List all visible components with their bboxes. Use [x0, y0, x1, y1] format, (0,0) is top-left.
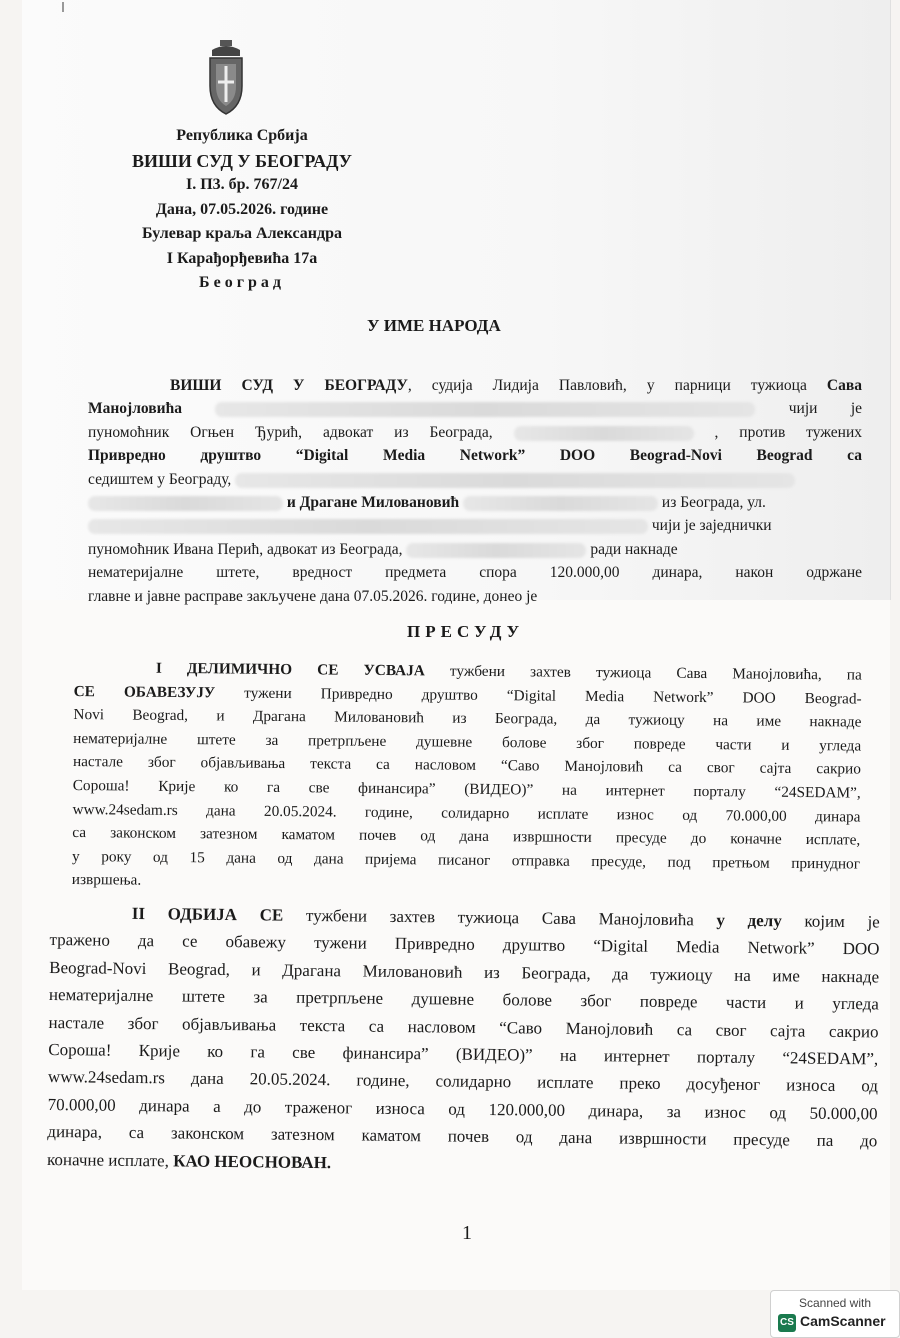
section-2-line-5: настале због објављивања текста са насловом “Саво Манојловић са свог сајта сакрио: [48, 1012, 879, 1042]
section-1-line-6: Сороша! Крије ко га све финансира” (ВИДЕО)” на интернет порталу “24SEDAM”,: [72, 776, 861, 802]
section-1-line-9: у року од 15 дана од дана пријема писаног отправка пресуде, под претњом принудног: [71, 847, 861, 873]
intro-line-9: нематеријалне штете, вредност предмета спора 120.000,00 динара, након одржане: [88, 564, 862, 582]
section-1-line-1: I ДЕЛИМИЧНО СЕ УСВАЈА тужбени захтев тужиоца Сава Манојловића, па: [155, 659, 862, 684]
section-1-line-5: настале због објављивања текста са насловом “Саво Манојловић са свог сајта сакрио: [72, 753, 862, 778]
case-number: I. П3. бр. 767/24: [185, 176, 298, 193]
defendant-company: Привредно друштво “Digital Media Network” DOO Beograd-Novi Beograd: [88, 447, 813, 465]
camscanner-name: CamScanner: [800, 1313, 886, 1329]
intro-line-1: ВИШИ СУД У БЕОГРАДУ, судија Лидија Павловић, у парници тужиоца Сава: [170, 377, 862, 394]
plaintiff-name: Сава: [826, 377, 862, 394]
coat-of-arms-icon: [206, 40, 246, 118]
redacted-text: [463, 496, 658, 511]
section-2-line-3: Beograd-Novi Beograd, и Драгана Миловановић из Београда, да тужиоцу на име накнаде: [49, 957, 880, 987]
section-2-line-10: коначне исплате, КАО НЕОСНОВАН.: [46, 1149, 332, 1172]
scan-speck: [62, 2, 64, 12]
section-2-line-6: Сороша! Крије ко га све финансира” (ВИДЕО)” на интернет порталу “24SEDAM”,: [48, 1040, 879, 1069]
intro-line-6: и Драгане Миловановић из Београда, ул.: [88, 491, 862, 514]
section-2-line-9: динара, са законском затезном каматом почев од дана извршности пресуде па до: [47, 1122, 878, 1151]
intro-line-7: чији је заједнички: [88, 514, 862, 537]
redacted-text: [88, 496, 283, 511]
section-2-line-7: www.24sedam.rs дана 20.05.2024. године, солидарно исплате преко досуђеног износа од: [47, 1067, 879, 1096]
redacted-text: [514, 426, 694, 441]
defendant-person: и Драгане Миловановић: [286, 494, 460, 512]
in-the-name-title: У ИМЕ НАРОДА: [367, 316, 501, 335]
court-address-line-1: Булевар краља Александра: [142, 225, 342, 242]
section-1-line-8: са законском затезном каматом почев од дана извршности пресуде до коначне исплате,: [72, 824, 861, 849]
intro-line-10: главне и јавне расправе закључене дана 07.05.2026. године, донео је: [88, 587, 538, 605]
section-1-line-2: СЕ ОБАВЕЗУЈУ тужени Привредно друштво “Digital Media Network” DOO Beograd-: [73, 682, 862, 708]
section-1-heading: I ДЕЛИМИЧНО СЕ УСВАЈА: [155, 659, 425, 680]
page-number: 1: [462, 1222, 472, 1244]
scanned-with-label: Scanned with: [798, 1296, 872, 1310]
court-reference: ВИШИ СУД У БЕОГРАДУ: [170, 377, 408, 394]
court-header: [92, 124, 392, 296]
redacted-text: [235, 473, 795, 488]
section-1-paragraph: [72, 656, 862, 899]
document-page: [22, 0, 890, 1290]
intro-line-3: пуномоћник Огњен Ђурић, адвокат из Београда, , против тужених: [88, 423, 863, 441]
redacted-text: [88, 519, 648, 534]
section-2-line-4: нематеријалне штете за претрпљене душевне болове због повреде части и угледа: [48, 985, 879, 1014]
section-1-line-10: извршења.: [71, 871, 142, 889]
section-2-line-2: тражено да се обавежу тужени Привредно друштво “Digital Media Network” DOO: [49, 930, 880, 959]
intro-paragraph: [88, 374, 862, 608]
camscanner-logo-icon: CS: [778, 1314, 796, 1332]
intro-line-4: Привредно друштво “Digital Media Network” DOO Beograd-Novi Beograd са: [88, 447, 862, 465]
section-2-line-1: II ОДБИЈА СЕ тужбени захтев тужиоца Сава Манојловића у делу којим је: [131, 903, 880, 932]
document-date: Дана, 07.05.2026. године: [155, 200, 329, 218]
camscanner-watermark: [770, 1290, 900, 1338]
section-2-paragraph: [47, 899, 880, 1182]
section-1-line-7: www.24sedam.rs дана 20.05.2024. године, солидарно исплате износ од 70.000,00 динара: [72, 800, 861, 826]
intro-line-5: седиштем у Београду,: [88, 468, 862, 491]
section-2-heading: II ОДБИЈА СЕ: [131, 903, 284, 925]
court-address-line-2: I Карађорђевића 17а: [166, 249, 318, 267]
republic-name: Република Србија: [176, 127, 308, 144]
intro-line-8: пуномоћник Ивана Перић, адвокат из Београда, ради накнаде: [88, 540, 678, 558]
intro-line-2: Манојловића чији је: [88, 400, 863, 418]
section-1-line-3: Novi Beograd, и Драгана Миловановић из Београда, да тужиоцу на име накнаде: [73, 706, 862, 731]
section-1-line-4: нематеријалне штете за претрпљене душевне болове због повреде части и угледа: [73, 729, 862, 755]
redacted-text: [406, 543, 586, 558]
court-city: Београд: [199, 274, 285, 291]
redacted-text: [215, 402, 755, 417]
court-name: ВИШИ СУД У БЕОГРАДУ: [132, 150, 352, 171]
section-2-line-8: 70.000,00 динара а до траженог износа од 120.000,00 динара, за износ од 50.000,00: [47, 1094, 878, 1124]
verdict-title: ПРЕСУДУ: [407, 622, 525, 641]
unfounded-label: КАО НЕОСНОВАН.: [173, 1151, 332, 1172]
